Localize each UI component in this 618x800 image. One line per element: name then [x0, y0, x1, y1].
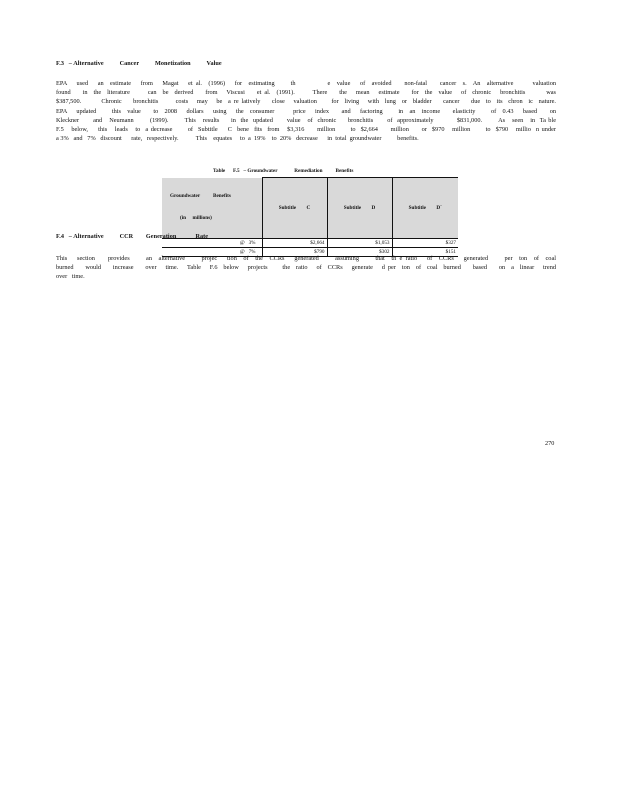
stub-header-line1: Groundwater Benefits: [170, 192, 231, 199]
section-f4-heading: F.4 – Alternative CCR Generation Rate: [56, 233, 209, 240]
value-cell: $302: [327, 247, 392, 256]
section-f3-heading: F.3 – Alternative Cancer Monetization Value: [56, 60, 222, 67]
page-number: 270: [545, 440, 555, 447]
paragraph-line: F.5 below, this leads to a decrease of Subtitle C bene fits from $3,316 million to $2,664 million or $970 million to $790 millio n under: [56, 126, 556, 134]
paragraph-line: found in the literature can be derived from Viscusi et al. (1991). There the mean estimate for the value of chronic bronchitis was: [56, 89, 556, 97]
paragraph-line: This section provides an alternative projec tion of the CCRs generated assuming that th e ratio of CCRs generated per ton of coal: [56, 255, 556, 262]
column-header-subtitle-d: Subtitle D: [327, 178, 392, 239]
paragraph-line: Kleckner and Neumann (1999). This results in the updated value of chronic bronchitis of approximately $831,000. As seen in Ta ble: [56, 116, 556, 124]
groundwater-benefits-table: [162, 177, 458, 257]
paragraph-line: EPA used an estimate from Magat et al. (1996) for estimating th e value of avoided non-fatal cancer s. An alternative valuation: [56, 80, 556, 87]
paragraph-line: over time.: [56, 273, 85, 281]
section-f3-paragraph: [56, 79, 556, 143]
section-f4-paragraph: [56, 254, 556, 282]
table-f5-title: Table F.5 – Groundwater Remediation Benefits: [213, 168, 354, 174]
value-cell: $327: [392, 238, 458, 247]
column-header-subtitle-d-prime: Subtitle D´: [392, 178, 458, 239]
paragraph-line: $387,500. Chronic bronchitis costs may be a re latively close valuation for living with lung or bladder cancer due to its chron ic nature.: [56, 98, 556, 106]
paragraph-line: a 3% and 7% discount rate, respectively. This equates to a 19% to 20% decrease in total groundwater benefits.: [56, 135, 419, 143]
value-cell: $151: [392, 247, 458, 256]
paragraph-line: burned would increase over time. Table F.6 below projects the ratio of CCRs generate d per ton of coal burned based on a linear trend: [56, 264, 556, 272]
value-cell: $790: [262, 247, 327, 256]
table-header-row: [162, 178, 458, 239]
stub-header: [162, 178, 262, 239]
value-cell: $2,664: [262, 238, 327, 247]
paragraph-line: EPA updated this value to 2008 dollars using the consumer price index and factoring in an income elasticity of 0.43 based on: [56, 107, 556, 115]
column-header-subtitle-c: Subtitle C: [262, 178, 327, 239]
discount-rate-cell: @ 3%: [162, 238, 262, 247]
value-cell: $1,053: [327, 238, 392, 247]
discount-rate-cell: @ 7%: [162, 247, 262, 256]
stub-header-line2: (in millions): [180, 215, 212, 221]
